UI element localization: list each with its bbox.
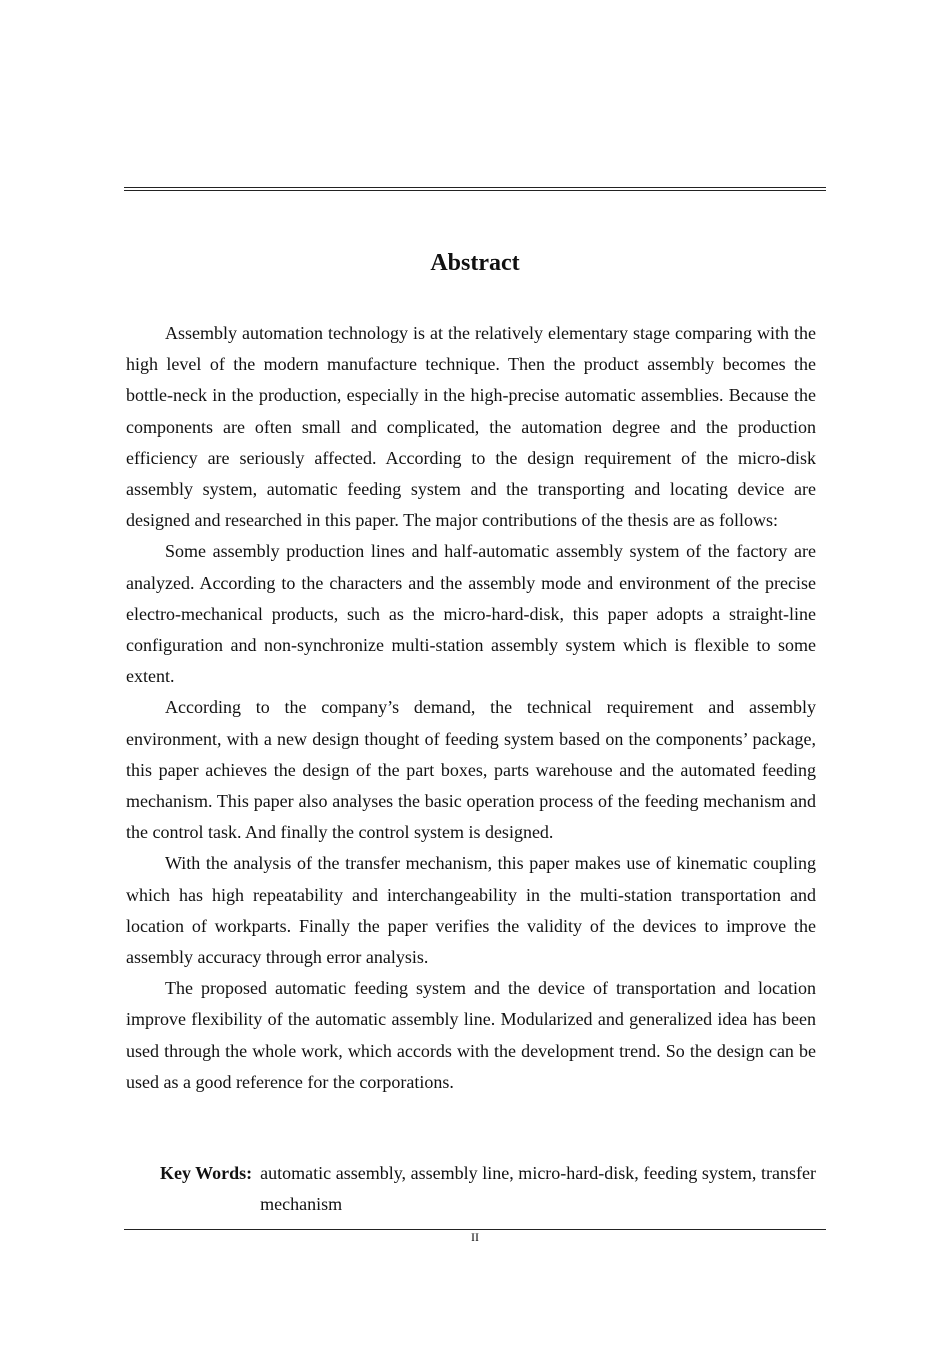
abstract-paragraph-3: According to the company’s demand, the technical requirement and assembly environment, with a new design thought of feeding system based on the components’ package, this paper achieves the design of the part boxes, parts warehouse and the automated feeding mechanism. This paper also analyses the basic operation process of the feeding mechanism and the control task. And finally the control system is designed. xyxy=(126,697,816,843)
abstract-body xyxy=(126,318,816,1098)
header-double-rule xyxy=(124,187,826,191)
abstract-paragraph-5: The proposed automatic feeding system and the device of transportation and location improve flexibility of the automatic assembly line. Modularized and generalized idea has been used through the whole work, which accords with the development trend. So the design can be used as a good reference for the corporations. xyxy=(126,978,816,1092)
keywords-text: automatic assembly, assembly line, micro-hard-disk, feeding system, transfer mechanism xyxy=(260,1163,816,1215)
keywords-label: Key Words: xyxy=(160,1163,253,1183)
abstract-paragraph-2: Some assembly production lines and half-automatic assembly system of the factory are analyzed. According to the characters and the assembly mode and environment of the precise electro-mechanical products, such as the micro-hard-disk, this paper adopts a straight-line configuration and non-synchronize multi-station assembly system which is flexible to some extent. xyxy=(126,541,816,687)
page-number: II xyxy=(471,1230,479,1244)
abstract-paragraph-1: Assembly automation technology is at the relatively elementary stage comparing with the high level of the modern manufacture technique. Then the product assembly becomes the bottle-neck in the production, especially in the high-precise automatic assemblies. Because the components are often small and complicated, the automation degree and the production efficiency are seriously affected. According to the design requirement of the micro-disk assembly system, automatic feeding system and the transporting and locating device are designed and researched in this paper. The major contributions of the thesis are as follows: xyxy=(126,323,816,531)
abstract-title: Abstract xyxy=(430,250,520,276)
keywords-section xyxy=(160,1158,816,1220)
abstract-paragraph-4: With the analysis of the transfer mechanism, this paper makes use of kinematic coupling which has high repeatability and interchangeability in the multi-station transportation and location of workparts. Finally the paper verifies the validity of the devices to improve the assembly accuracy through error analysis. xyxy=(126,853,816,968)
